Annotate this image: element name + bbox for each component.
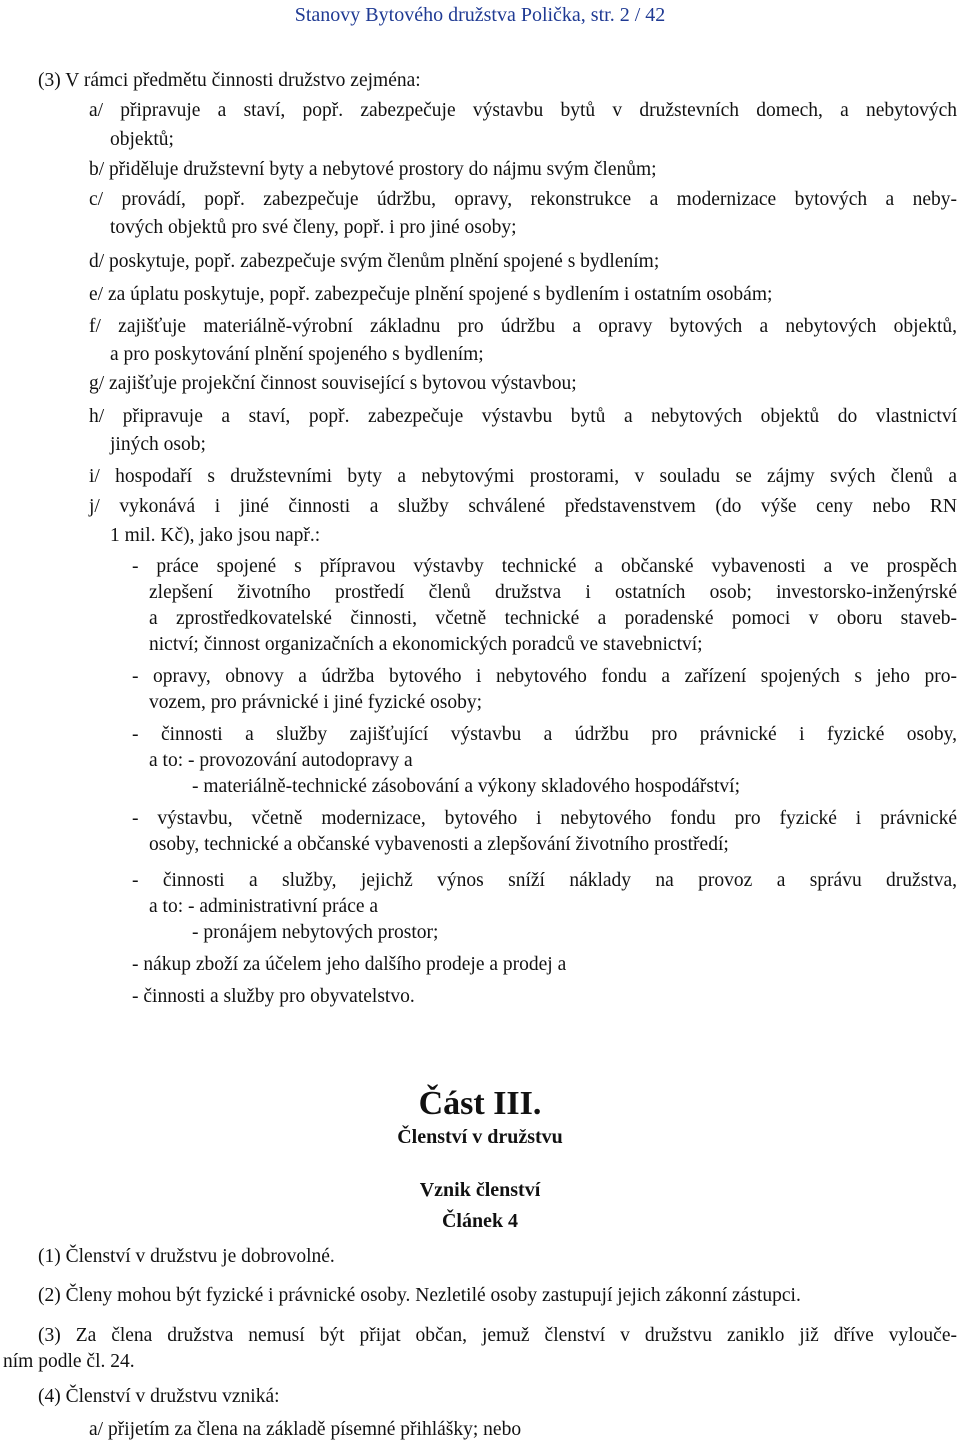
article-para-3-line1: (3) Za člena družstva nemusí být přijat občan, jemuž členství v družstvu zaniklo již dříve vylouče- — [38, 1325, 957, 1346]
page-header: Stanovy Bytového družstva Polička, str. 2 / 42 — [294, 4, 666, 26]
section-title: Vznik členství — [419, 1179, 541, 1201]
item-j-line2: 1 mil. Kč), jako jsou např.: — [110, 525, 321, 546]
item-i: i/ hospodaří s družstevními byty a nebytovými prostorami, v souladu se zájmy svých členů a — [89, 466, 957, 487]
article-para-4-item-a: a/ přijetím za člena na základě písemné přihlášky; nebo — [89, 1419, 522, 1440]
bullet-5-line3: - pronájem nebytových prostor; — [192, 922, 439, 943]
bullet-4-line2: osoby, technické a občanské vybavenosti a zlepšování životního prostředí; — [149, 834, 729, 855]
item-a-line1: a/ připravuje a staví, popř. zabezpečuje výstavbu bytů v družstevních domech, a nebytových — [89, 100, 957, 121]
bullet-3-line2: a to: - provozování autodopravy a — [149, 750, 413, 771]
bullet-1-line1: - práce spojené s přípravou výstavby technické a občanské vybavenosti a ve prospěch — [132, 556, 957, 577]
bullet-3-line3: - materiálně-technické zásobování a výkony skladového hospodářství; — [192, 776, 740, 797]
item-c-line2: tových objektů pro své členy, popř. i pro jiné osoby; — [110, 217, 517, 238]
article-para-4: (4) Členství v družstvu vzniká: — [38, 1386, 280, 1407]
bullet-5-line1: - činnosti a služby, jejichž výnos sníží náklady na provoz a správu družstva, — [132, 870, 957, 891]
part-title: Část III. — [418, 1085, 542, 1122]
item-a-line2: objektů; — [110, 129, 174, 150]
bullet-2-line1: - opravy, obnovy a údržba bytového i nebytového fondu a zařízení spojených s jeho pro- — [132, 666, 957, 687]
item-h-line1: h/ připravuje a staví, popř. zabezpečuje výstavbu bytů a nebytových objektů do vlastnictví — [89, 406, 957, 427]
item-f-line1: f/ zajišťuje materiálně-výrobní základnu pro údržbu a opravy bytových a nebytových objektů, — [89, 316, 957, 337]
bullet-4-line1: - výstavbu, včetně modernizace, bytového i nebytového fondu pro fyzické i právnické — [132, 808, 957, 829]
item-h-line2: jiných osob; — [110, 434, 206, 455]
bullet-3-line1: - činnosti a služby zajišťující výstavbu a údržbu pro právnické i fyzické osoby, — [132, 724, 957, 745]
article-para-1: (1) Členství v družstvu je dobrovolné. — [38, 1246, 335, 1267]
item-c-line1: c/ provádí, popř. zabezpečuje údržbu, opravy, rekonstrukce a modernizace bytových a neby- — [89, 189, 957, 210]
bullet-1-line2: zlepšení životního prostředí členů družstva i ostatních osob; investorsko-inženýrské — [149, 582, 957, 603]
bullet-2-line2: vozem, pro právnické i jiné fyzické osoby; — [149, 692, 483, 713]
bullet-7: - činnosti a služby pro obyvatelstvo. — [132, 986, 415, 1007]
bullet-1-line4: nictví; činnost organizačních a ekonomických poradců ve stavebnictví; — [149, 634, 703, 655]
part-subtitle: Členství v družstvu — [397, 1126, 563, 1148]
paragraph-intro: (3) V rámci předmětu činnosti družstvo zejména: — [38, 70, 421, 91]
item-j-line1: j/ vykonává i jiné činnosti a služby schválené představenstvem (do výše ceny nebo RN — [89, 496, 957, 517]
item-f-line2: a pro poskytování plnění spojeného s bydlením; — [110, 344, 484, 365]
article-para-2: (2) Členy mohou být fyzické i právnické osoby. Nezletilé osoby zastupují jejich zákonní zástupci. — [38, 1285, 801, 1306]
bullet-1-line3: a zprostředkovatelské činnosti, včetně technické a poradenské pomoci v oboru staveb- — [149, 608, 957, 629]
item-g: g/ zajišťuje projekční činnost související s bytovou výstavbou; — [89, 373, 577, 394]
item-b: b/ přiděluje družstevní byty a nebytové prostory do nájmu svým členům; — [89, 159, 657, 180]
item-d: d/ poskytuje, popř. zabezpečuje svým členům plnění spojené s bydlením; — [89, 251, 660, 272]
article-title: Článek 4 — [441, 1210, 519, 1232]
bullet-5-line2: a to: - administrativní práce a — [149, 896, 379, 917]
article-para-3-line2: ním podle čl. 24. — [3, 1351, 135, 1372]
bullet-6: - nákup zboží za účelem jeho dalšího prodeje a prodej a — [132, 954, 567, 975]
item-e: e/ za úplatu poskytuje, popř. zabezpečuje plnění spojené s bydlením i ostatním osobám; — [89, 284, 773, 305]
